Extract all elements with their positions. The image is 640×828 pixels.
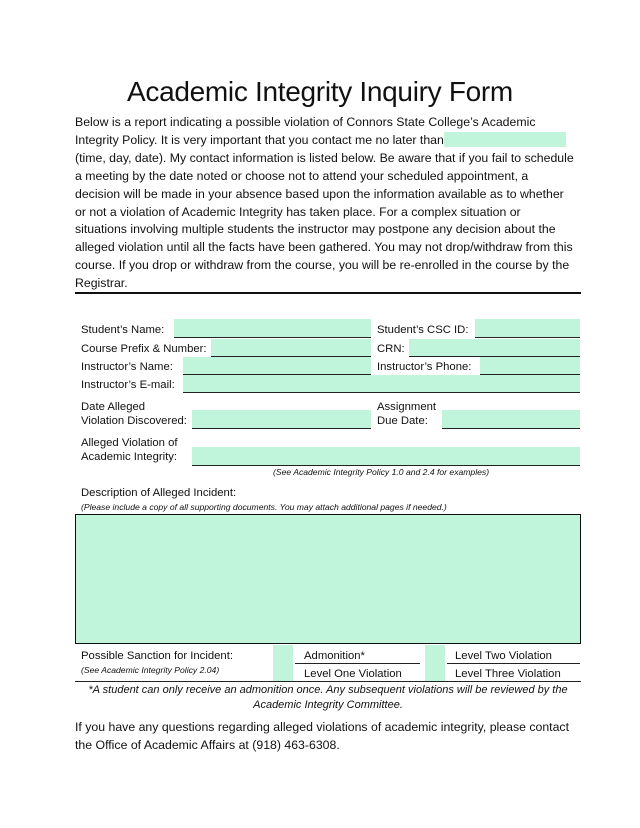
admonition-underline [295,663,420,664]
instructor-phone-label: Instructor’s Phone: [377,361,472,373]
description-textarea[interactable] [75,514,581,644]
closing-paragraph [75,718,585,754]
sanction-checkbox-left[interactable] [273,645,293,681]
student-id-field[interactable] [475,319,580,338]
admonition-footnote: *A student can only receive an admonition once. Any subsequent violations will be reviewed by the Academic Integrity Committee. [88,684,568,711]
intro-paragraph [75,114,575,293]
level-two-label: Level Two Violation [455,650,552,662]
description-note: (Please include a copy of all supporting documents. You may attach additional pages if needed.) [81,502,447,512]
assignment-due-label-line2: Due Date: [377,415,428,427]
instructor-phone-field[interactable] [480,357,580,375]
sanction-note: (See Academic Integrity Policy 2.04) [81,665,220,675]
date-alleged-field[interactable] [192,410,371,429]
admonition-label: Admonition* [304,650,365,662]
date-alleged-label-line1: Date Alleged [81,401,146,413]
section-divider [75,292,581,294]
course-prefix-label: Course Prefix & Number: [81,343,207,355]
level-three-label: Level Three Violation [455,668,561,680]
level-two-underline [447,663,580,664]
description-label: Description of Alleged Incident: [81,487,237,499]
sanction-checkbox-right[interactable] [425,645,445,681]
level-one-label: Level One Violation [304,668,402,680]
course-prefix-field[interactable] [211,339,371,357]
instructor-email-label: Instructor’s E-mail: [81,379,175,391]
instructor-email-field[interactable] [183,375,580,393]
instructor-name-label: Instructor’s Name: [81,361,173,373]
student-name-field[interactable] [174,319,371,338]
intro-text-after: (time, day, date). My contact information is listed below. Be aware that if you fail to schedule a meeting by the date noted or choose not to attend your scheduled appointment, a decision will be made in your absence based upon the information available as to whether or not a violation of Academic Integrity has taken place. For a complex situation or situations involving multiple students the instructor may postpone any decision about the alleged violation until all the facts have been gathered. You may not drop/withdraw from this course. If you drop or withdraw from the course, you will be re-enrolled in the course by the Registrar. [75,150,574,291]
sanction-label: Possible Sanction for Incident: [81,650,233,662]
student-id-label: Student’s CSC ID: [377,324,469,336]
assignment-due-label-line1: Assignment [377,401,437,413]
crn-label: CRN: [377,343,405,355]
alleged-violation-field[interactable] [192,447,580,466]
student-name-label: Student’s Name: [81,324,165,336]
sanction-bottom-rule [75,681,581,682]
alleged-violation-label-line1: Alleged Violation of [81,437,178,449]
policy-note: (See Academic Integrity Policy 1.0 and 2.4 for examples) [273,467,490,477]
crn-field[interactable] [409,339,580,357]
instructor-name-field[interactable] [183,357,371,375]
page-title: Academic Integrity Inquiry Form [127,76,513,107]
closing-text: If you have any questions regarding alleged violations of academic integrity, please contact the Office of Academic Affairs at (918) 463-6308. [75,720,569,752]
intro-text-before: Below is a report indicating a possible violation of Connors State College’s Academic Integrity Policy. It is very important that you contact me no later than [75,115,536,147]
date-alleged-label-line2: Violation Discovered: [81,415,187,427]
alleged-violation-label-line2: Academic Integrity: [81,451,178,463]
assignment-due-field[interactable] [442,410,580,429]
contact-deadline-field[interactable] [444,132,566,147]
